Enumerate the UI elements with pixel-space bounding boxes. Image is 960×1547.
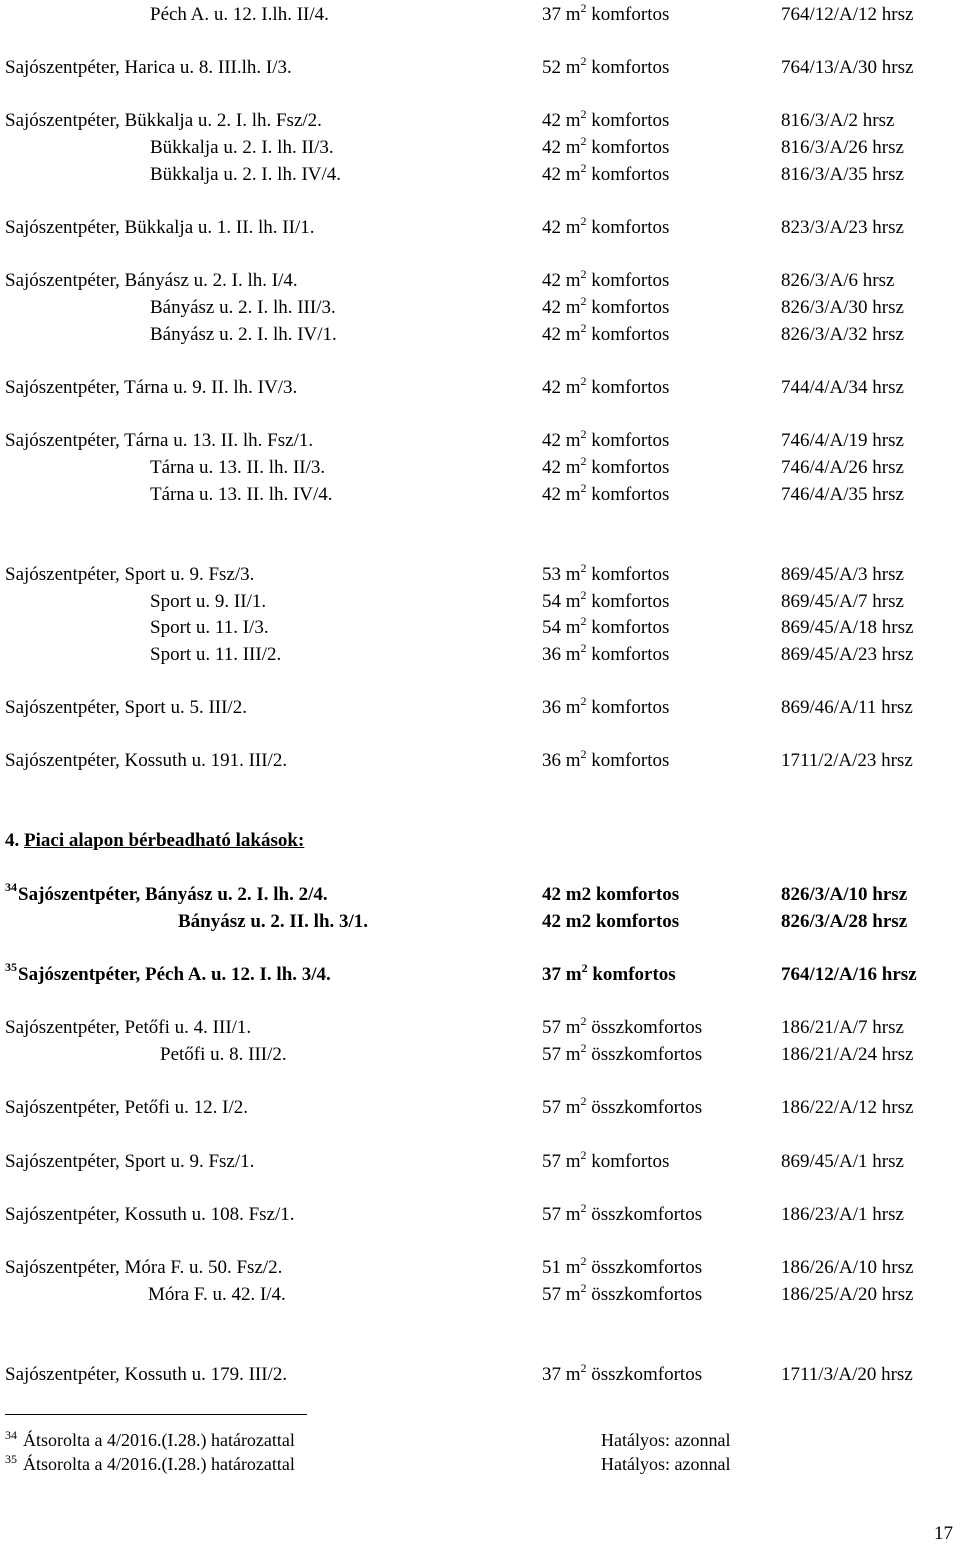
- square-superscript: 2: [580, 560, 587, 575]
- comfort-level: komfortos: [586, 457, 670, 478]
- square-superscript: 2: [580, 1360, 587, 1375]
- apartment-size: [542, 882, 679, 908]
- square-superscript: 2: [580, 746, 587, 761]
- square-superscript: 2: [580, 373, 587, 388]
- apartment-row: [0, 1202, 960, 1228]
- parcel-number: 869/46/A/11 hrsz: [781, 697, 913, 718]
- apartment-size: [542, 482, 669, 508]
- square-superscript: 2: [580, 587, 587, 602]
- apartment-address: [5, 55, 292, 81]
- square-superscript: 2: [580, 426, 587, 441]
- parcel-number: 823/3/A/23 hrsz: [781, 217, 904, 238]
- apartment-address: [5, 215, 315, 241]
- apartment-address: [5, 1255, 282, 1281]
- address-text: Bányász u. 2. I. lh. IV/1.: [150, 324, 337, 345]
- size-value: 37 m: [542, 1364, 581, 1385]
- square-superscript: 2: [580, 0, 587, 15]
- footnote-reference: 34: [5, 880, 17, 894]
- square-superscript: 2: [581, 960, 588, 975]
- address-text: Móra F. u. 42. I/4.: [148, 1284, 286, 1305]
- apartment-row: [0, 55, 960, 81]
- comfort-level: komfortos: [586, 484, 670, 505]
- section-title: Piaci alapon bérbeadható lakások:: [24, 830, 305, 851]
- apartment-row: [0, 428, 960, 454]
- size-value: 42 m: [542, 270, 581, 291]
- apartment-address: [150, 322, 337, 348]
- apartment-size: [542, 455, 669, 481]
- size-value: 36 m: [542, 697, 581, 718]
- address-text: Sajószentpéter, Móra F. u. 50. Fsz/2.: [5, 1257, 283, 1278]
- square-superscript: 2: [580, 613, 587, 628]
- parcel-number: 764/13/A/30 hrsz: [781, 57, 914, 78]
- address-text: Sport u. 11. III/2.: [150, 644, 282, 665]
- address-text: Bányász u. 2. I. lh. III/3.: [150, 297, 336, 318]
- apartment-address: [5, 1202, 295, 1228]
- address-text: Sajószentpéter, Tárna u. 13. II. lh. Fsz/1.: [5, 430, 314, 451]
- apartment-address: [5, 882, 328, 909]
- comfort-level: összkomfortos: [586, 1257, 703, 1278]
- address-text: Sajószentpéter, Kossuth u. 179. III/2.: [5, 1364, 288, 1385]
- footnote-34: [5, 1428, 945, 1452]
- apartment-address: [5, 1095, 248, 1121]
- size-value: 51 m: [542, 1257, 581, 1278]
- square-superscript: 2: [580, 1280, 587, 1295]
- comfort-level: komfortos: [586, 617, 670, 638]
- comfort-level: komfortos: [586, 137, 670, 158]
- address-text: Sajószentpéter, Sport u. 9. Fsz/1.: [5, 1151, 255, 1172]
- parcel-number: 186/25/A/20 hrsz: [781, 1284, 914, 1305]
- comfort-level: komfortos: [587, 964, 676, 985]
- apartment-address: [150, 642, 281, 668]
- apartment-row: [0, 1015, 960, 1041]
- apartment-address: [5, 748, 287, 774]
- parcel-number: 764/12/A/16 hrsz: [781, 964, 917, 985]
- square-superscript: 2: [580, 106, 587, 121]
- apartment-row: [0, 1149, 960, 1175]
- size-value: 42 m: [542, 110, 581, 131]
- address-text: Sajószentpéter, Petőfi u. 12. I/2.: [5, 1097, 249, 1118]
- square-superscript: 2: [580, 453, 587, 468]
- apartment-size: [542, 375, 669, 401]
- address-text: Sajószentpéter, Bükkalja u. 1. II. lh. II/1.: [5, 217, 315, 238]
- square-superscript: 2: [580, 1040, 587, 1055]
- footnote-reference: 35: [5, 960, 17, 974]
- comfort-level: összkomfortos: [586, 1364, 703, 1385]
- apartment-address: [150, 589, 266, 615]
- square-superscript: 2: [580, 53, 587, 68]
- square-superscript: 2: [580, 1093, 587, 1108]
- footnote-mark: 35: [5, 1452, 17, 1466]
- address-text: Sajószentpéter, Sport u. 5. III/2.: [5, 697, 247, 718]
- address-text: Bükkalja u. 2. I. lh. II/3.: [150, 137, 334, 158]
- parcel-number: 816/3/A/35 hrsz: [781, 164, 904, 185]
- square-superscript: 2: [580, 1147, 587, 1162]
- size-value: 57 m: [542, 1017, 581, 1038]
- apartment-size: [542, 162, 669, 188]
- apartment-size: [542, 1255, 702, 1281]
- parcel-number: 746/4/A/19 hrsz: [781, 430, 904, 451]
- address-text: Péch A. u. 12. I.lh. II/4.: [150, 4, 329, 25]
- size-value: 42 m: [542, 324, 581, 345]
- size-value: 57 m: [542, 1284, 581, 1305]
- apartment-size: [542, 55, 669, 81]
- parcel-number: 869/45/A/23 hrsz: [781, 644, 914, 665]
- apartment-address: [5, 562, 254, 588]
- apartment-row: [0, 2, 960, 28]
- apartment-row: [0, 482, 960, 508]
- footnote-35: [5, 1452, 945, 1476]
- parcel-number: 816/3/A/2 hrsz: [781, 110, 895, 131]
- apartment-size: [542, 1042, 702, 1068]
- apartment-address: [5, 1362, 287, 1388]
- parcel-number: 746/4/A/26 hrsz: [781, 457, 904, 478]
- size-value: 53 m: [542, 564, 581, 585]
- apartment-row: [0, 135, 960, 161]
- square-superscript: 2: [580, 1253, 587, 1268]
- apartment-row: [0, 642, 960, 668]
- parcel-number: 186/22/A/12 hrsz: [781, 1097, 914, 1118]
- apartment-row: [0, 162, 960, 188]
- parcel-number: 186/23/A/1 hrsz: [781, 1204, 904, 1225]
- apartment-size: [542, 562, 669, 588]
- parcel-number: 186/21/A/24 hrsz: [781, 1044, 914, 1065]
- apartment-row: [0, 909, 960, 935]
- square-superscript: 2: [580, 160, 587, 175]
- apartment-address: [150, 162, 341, 188]
- size-value: 42 m: [542, 457, 581, 478]
- apartment-size: [542, 962, 676, 988]
- apartment-row: [0, 882, 960, 908]
- size-value: 37 m: [542, 964, 582, 985]
- apartment-row: [0, 268, 960, 294]
- address-text: Sajószentpéter, Petőfi u. 4. III/1.: [5, 1017, 252, 1038]
- apartment-address: [5, 1015, 251, 1041]
- apartment-row: [0, 375, 960, 401]
- size-value: 42 m: [542, 137, 581, 158]
- parcel-number: 186/21/A/7 hrsz: [781, 1017, 904, 1038]
- apartment-row: [0, 589, 960, 615]
- address-text: Petőfi u. 8. III/2.: [160, 1044, 287, 1065]
- apartment-address: [160, 1042, 287, 1068]
- apartment-address: [148, 1282, 286, 1308]
- apartment-row: [0, 295, 960, 321]
- apartment-row: [0, 562, 960, 588]
- parcel-number: 186/26/A/10 hrsz: [781, 1257, 914, 1278]
- apartment-size: [542, 909, 679, 935]
- apartment-size: [542, 695, 669, 721]
- apartment-size: [542, 428, 669, 454]
- footnote-effect: Hatályos: azonnal: [601, 1430, 731, 1450]
- size-value: 42 m: [542, 164, 581, 185]
- apartment-address: [150, 482, 333, 508]
- parcel-number: 816/3/A/26 hrsz: [781, 137, 904, 158]
- apartment-address: [178, 909, 368, 935]
- apartment-address: [5, 1149, 254, 1175]
- apartment-row: [0, 1282, 960, 1308]
- parcel-number: 869/45/A/7 hrsz: [781, 591, 904, 612]
- apartment-size: [542, 2, 669, 28]
- footnote-text: Átsorolta a 4/2016.(I.28.) határozattal: [23, 1454, 295, 1474]
- comfort-level: komfortos: [586, 430, 670, 451]
- parcel-number: 869/45/A/3 hrsz: [781, 564, 904, 585]
- parcel-number: 764/12/A/12 hrsz: [781, 4, 914, 25]
- apartment-row: [0, 455, 960, 481]
- comfort-level: komfortos: [586, 697, 670, 718]
- comfort-level: komfortos: [586, 4, 670, 25]
- apartment-address: [5, 695, 247, 721]
- square-superscript: 2: [580, 693, 587, 708]
- size-value: 42 m: [542, 217, 581, 238]
- apartment-size: [542, 1362, 702, 1388]
- size-value: 52 m: [542, 57, 581, 78]
- section-number: 4.: [5, 830, 20, 851]
- apartment-size: [542, 615, 669, 641]
- apartment-row: [0, 322, 960, 348]
- section-heading: [5, 828, 304, 854]
- apartment-size: [542, 1095, 702, 1121]
- apartment-address: [150, 615, 269, 641]
- size-value: 42 m: [542, 377, 581, 398]
- apartment-size: [542, 295, 669, 321]
- square-superscript: 2: [580, 1200, 587, 1215]
- apartment-address: [5, 108, 322, 134]
- footnote-text: Átsorolta a 4/2016.(I.28.) határozattal: [23, 1430, 295, 1450]
- parcel-number: 826/3/A/6 hrsz: [781, 270, 895, 291]
- apartment-row: [0, 962, 960, 988]
- comfort-level: komfortos: [586, 644, 670, 665]
- comfort-level: komfortos: [586, 564, 670, 585]
- parcel-number: 746/4/A/35 hrsz: [781, 484, 904, 505]
- size-value: 42 m2 komfortos: [542, 911, 680, 932]
- address-text: Sajószentpéter, Tárna u. 9. II. lh. IV/3.: [5, 377, 298, 398]
- square-superscript: 2: [580, 293, 587, 308]
- address-text: Sajószentpéter, Bükkalja u. 2. I. lh. Fsz/2.: [5, 110, 322, 131]
- apartment-row: [0, 1042, 960, 1068]
- size-value: 57 m: [542, 1204, 581, 1225]
- apartment-row: [0, 748, 960, 774]
- address-text: Bányász u. 2. II. lh. 3/1.: [178, 911, 369, 932]
- address-text: Sajószentpéter, Kossuth u. 108. Fsz/1.: [5, 1204, 295, 1225]
- size-value: 42 m: [542, 430, 581, 451]
- address-text: Bükkalja u. 2. I. lh. IV/4.: [150, 164, 342, 185]
- apartment-row: [0, 1095, 960, 1121]
- footnote-effect: Hatályos: azonnal: [601, 1454, 731, 1474]
- address-text: Sajószentpéter, Bányász u. 2. I. lh. 2/4.: [18, 884, 328, 905]
- comfort-level: komfortos: [586, 1151, 670, 1172]
- page-number: 17: [934, 1523, 953, 1544]
- comfort-level: komfortos: [586, 217, 670, 238]
- apartment-row: [0, 108, 960, 134]
- comfort-level: komfortos: [586, 324, 670, 345]
- parcel-number: 826/3/A/32 hrsz: [781, 324, 904, 345]
- address-text: Sajószentpéter, Kossuth u. 191. III/2.: [5, 750, 288, 771]
- apartment-size: [542, 108, 669, 134]
- comfort-level: komfortos: [586, 57, 670, 78]
- address-text: Sport u. 11. I/3.: [150, 617, 269, 638]
- apartment-size: [542, 642, 669, 668]
- comfort-level: összkomfortos: [586, 1204, 703, 1225]
- address-text: Sajószentpéter, Sport u. 9. Fsz/3.: [5, 564, 255, 585]
- size-value: 36 m: [542, 644, 581, 665]
- footnote-mark: 34: [5, 1428, 17, 1442]
- size-value: 36 m: [542, 750, 581, 771]
- comfort-level: összkomfortos: [586, 1044, 703, 1065]
- comfort-level: összkomfortos: [586, 1097, 703, 1118]
- square-superscript: 2: [580, 480, 587, 495]
- address-text: Sajószentpéter, Bányász u. 2. I. lh. I/4.: [5, 270, 298, 291]
- size-value: 54 m: [542, 591, 581, 612]
- parcel-number: 1711/3/A/20 hrsz: [781, 1364, 913, 1385]
- size-value: 42 m: [542, 484, 581, 505]
- size-value: 42 m2 komfortos: [542, 884, 680, 905]
- apartment-row: [0, 215, 960, 241]
- comfort-level: komfortos: [586, 377, 670, 398]
- apartment-address: [150, 455, 325, 481]
- parcel-number: 826/3/A/30 hrsz: [781, 297, 904, 318]
- address-text: Tárna u. 13. II. lh. II/3.: [150, 457, 326, 478]
- footnote-separator: [5, 1414, 307, 1415]
- comfort-level: komfortos: [586, 164, 670, 185]
- address-text: Sajószentpéter, Péch A. u. 12. I. lh. 3/4.: [18, 964, 331, 985]
- address-text: Sport u. 9. II/1.: [150, 591, 267, 612]
- parcel-number: 1711/2/A/23 hrsz: [781, 750, 913, 771]
- comfort-level: összkomfortos: [586, 1017, 703, 1038]
- size-value: 57 m: [542, 1097, 581, 1118]
- apartment-row: [0, 1255, 960, 1281]
- square-superscript: 2: [580, 1013, 587, 1028]
- size-value: 57 m: [542, 1044, 581, 1065]
- apartment-address: [150, 295, 336, 321]
- parcel-number: 826/3/A/28 hrsz: [781, 911, 908, 932]
- comfort-level: komfortos: [586, 750, 670, 771]
- apartment-size: [542, 135, 669, 161]
- apartment-address: [5, 428, 313, 454]
- comfort-level: komfortos: [586, 270, 670, 291]
- parcel-number: 869/45/A/18 hrsz: [781, 617, 914, 638]
- parcel-number: 826/3/A/10 hrsz: [781, 884, 908, 905]
- address-text: Tárna u. 13. II. lh. IV/4.: [150, 484, 333, 505]
- square-superscript: 2: [580, 320, 587, 335]
- comfort-level: komfortos: [586, 110, 670, 131]
- parcel-number: 744/4/A/34 hrsz: [781, 377, 904, 398]
- apartment-address: [150, 135, 334, 161]
- comfort-level: komfortos: [586, 591, 670, 612]
- size-value: 57 m: [542, 1151, 581, 1172]
- apartment-address: [5, 375, 297, 401]
- square-superscript: 2: [580, 640, 587, 655]
- parcel-number: 869/45/A/1 hrsz: [781, 1151, 904, 1172]
- apartment-size: [542, 1015, 702, 1041]
- apartment-size: [542, 1202, 702, 1228]
- apartment-address: [5, 268, 298, 294]
- apartment-size: [542, 322, 669, 348]
- apartment-address: [150, 2, 329, 28]
- comfort-level: komfortos: [586, 297, 670, 318]
- square-superscript: 2: [580, 213, 587, 228]
- apartment-size: [542, 748, 669, 774]
- apartment-size: [542, 1149, 669, 1175]
- comfort-level: összkomfortos: [586, 1284, 703, 1305]
- square-superscript: 2: [580, 266, 587, 281]
- size-value: 42 m: [542, 297, 581, 318]
- apartment-size: [542, 268, 669, 294]
- apartment-row: [0, 695, 960, 721]
- apartment-address: [5, 962, 331, 989]
- apartment-size: [542, 215, 669, 241]
- square-superscript: 2: [580, 133, 587, 148]
- address-text: Sajószentpéter, Harica u. 8. III.lh. I/3.: [5, 57, 292, 78]
- size-value: 37 m: [542, 4, 581, 25]
- apartment-size: [542, 1282, 702, 1308]
- apartment-size: [542, 589, 669, 615]
- size-value: 54 m: [542, 617, 581, 638]
- apartment-row: [0, 1362, 960, 1388]
- apartment-row: [0, 615, 960, 641]
